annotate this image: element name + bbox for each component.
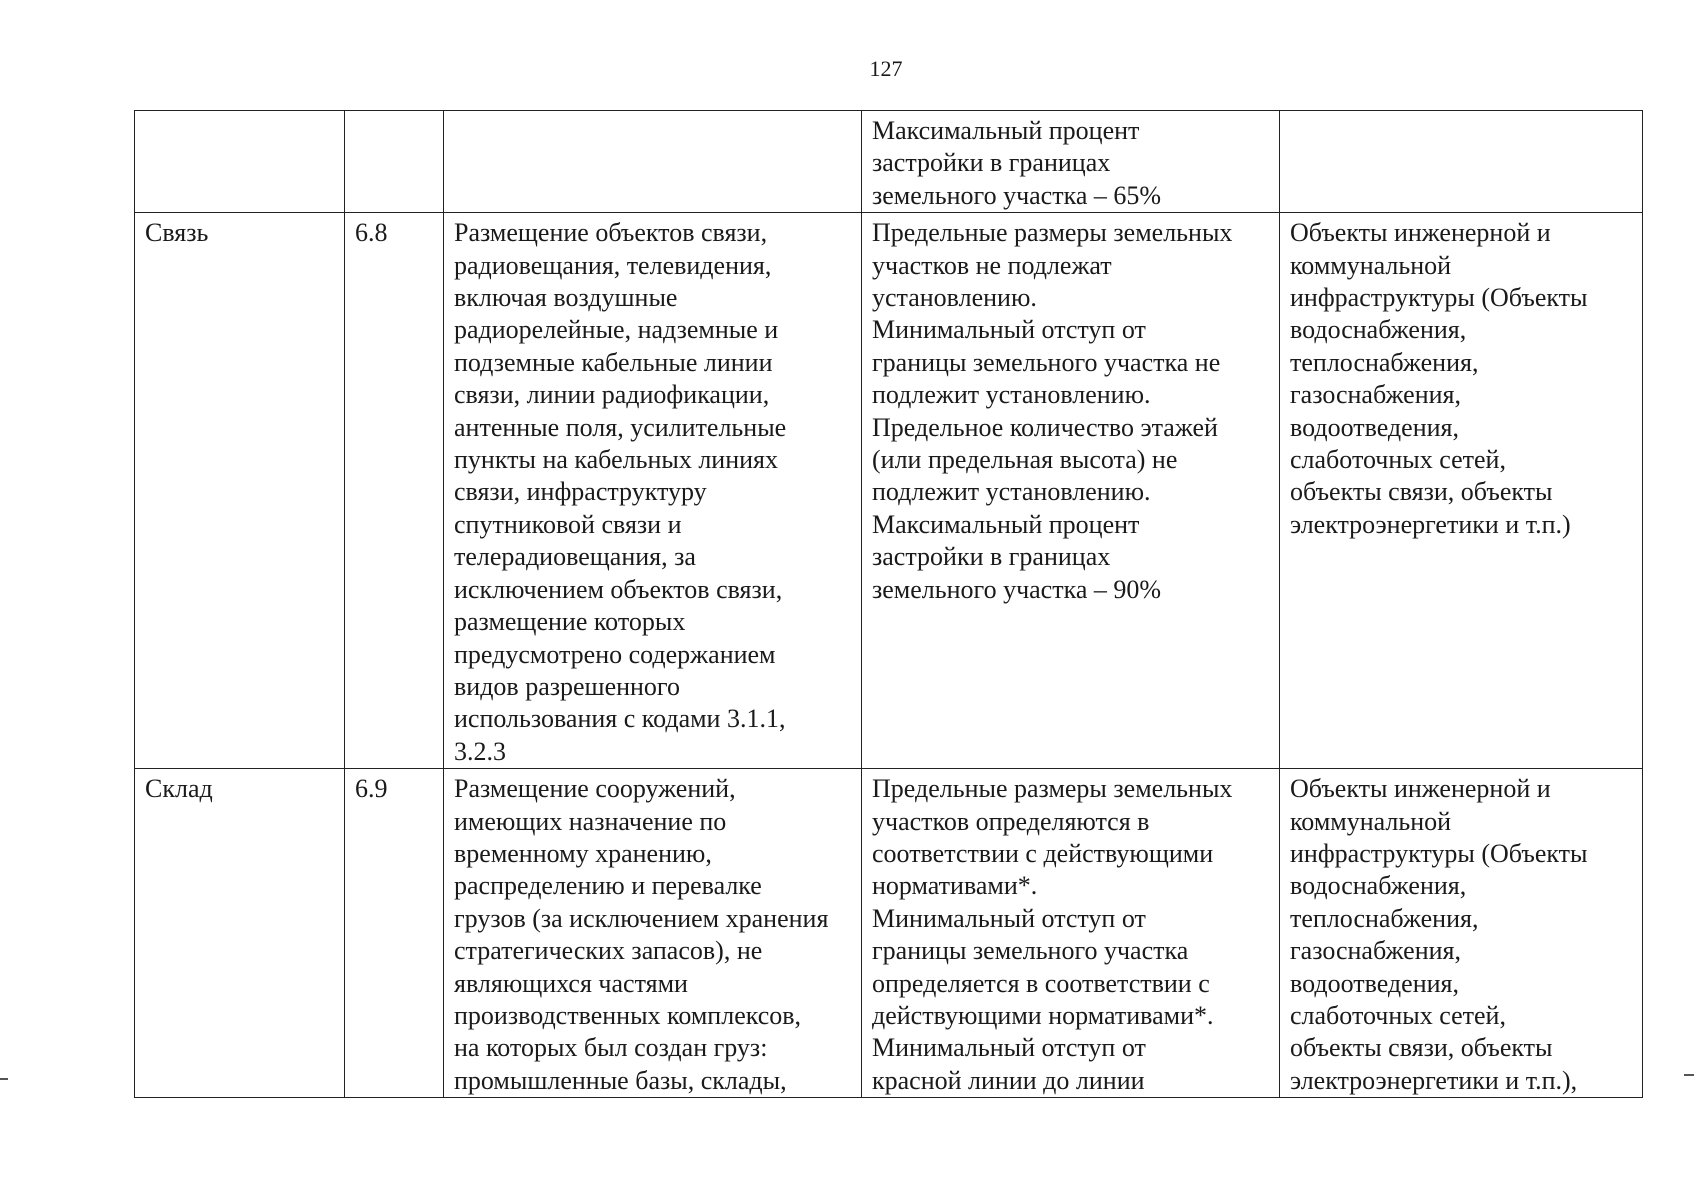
cell-name: Связь [135, 213, 345, 769]
cell-text-line: использования с кодами 3.1.1, [454, 704, 786, 734]
cell-description [444, 213, 862, 769]
cell-text-line: слаботочных сетей, [1290, 1000, 1506, 1030]
cell-text-line: Предельные размеры земельных [872, 218, 1233, 248]
cell-text-line: грузов (за исключением хранения [454, 903, 829, 933]
cell-text-line: Предельные размеры земельных [872, 774, 1233, 804]
cell-text-line: (или предельная высота) не [872, 445, 1178, 475]
cell-auxiliary [1280, 213, 1643, 769]
cell-text-line: Минимальный отступ от [872, 1033, 1146, 1063]
cell-parameters [862, 111, 1280, 213]
cell-text-line: производственных комплексов, [454, 1000, 802, 1030]
cell-text-line: Минимальный отступ от [872, 903, 1146, 933]
cell-text-line: предусмотрено содержанием [454, 639, 776, 669]
cell-text-line: Объекты инженерной и [1290, 218, 1551, 248]
cell-text-line: газоснабжения, [1290, 380, 1461, 410]
cell-text-line: действующими нормативами*. [872, 1000, 1214, 1030]
cell-text-line: Максимальный процент [872, 116, 1140, 145]
cell-text-line: коммунальной [1290, 250, 1452, 280]
cell-text-line: телерадиовещания, за [454, 542, 696, 572]
cell-text-line: нормативами*. [872, 871, 1038, 901]
cell-text-line: электроэнергетики и т.п.) [1290, 509, 1571, 539]
cell-text-line: границы земельного участка [872, 936, 1189, 966]
land-use-table [134, 110, 1643, 1098]
cell-name [135, 111, 345, 213]
cell-text-line: 3.2.3 [454, 736, 506, 766]
cell-text-line: радиовещания, телевидения, [454, 250, 772, 280]
cell-text-line: инфраструктуры (Объекты [1290, 838, 1588, 868]
table-row [135, 213, 1643, 769]
cell-text-line: исключением объектов связи, [454, 574, 783, 604]
cell-code [345, 111, 444, 213]
cell-text-line: установлению. [872, 283, 1037, 313]
cell-text-line: застройки в границах [872, 542, 1111, 572]
cell-text-line: коммунальной [1290, 806, 1452, 836]
cell-text-line: газоснабжения, [1290, 936, 1461, 966]
cell-text-line: связи, линии радиофикации, [454, 380, 770, 410]
cell-text-line: объекты связи, объекты [1290, 1033, 1553, 1063]
cell-text-line: водоотведения, [1290, 968, 1459, 998]
cell-text-line: подземные кабельные линии [454, 347, 773, 377]
cell-text-line: определяется в соответствии с [872, 968, 1210, 998]
table-row [135, 111, 1643, 213]
cell-description [444, 769, 862, 1098]
cell-text-line: на которых был создан груз: [454, 1033, 768, 1063]
table-row [135, 769, 1643, 1098]
cell-text-line: границы земельного участка не [872, 347, 1221, 377]
cell-text-line: объекты связи, объекты [1290, 477, 1553, 507]
cell-description [444, 111, 862, 213]
cell-text-line: земельного участка – 65% [872, 180, 1162, 210]
cell-text-line: временному хранению, [454, 838, 712, 868]
cell-text-line: теплоснабжения, [1290, 903, 1479, 933]
cell-text-line: Объекты инженерной и [1290, 774, 1551, 804]
cell-text-line: подлежит установлению. [872, 380, 1151, 410]
cell-text-line: распределению и перевалке [454, 871, 762, 901]
cell-auxiliary [1280, 769, 1643, 1098]
cell-text-line: пункты на кабельных линиях [454, 445, 778, 475]
cell-text-line: Размещение объектов связи, [454, 218, 768, 248]
cell-text-line: водоснабжения, [1290, 315, 1467, 345]
cell-code: 6.9 [345, 769, 444, 1098]
cell-auxiliary [1280, 111, 1643, 213]
cell-text-line: теплоснабжения, [1290, 347, 1479, 377]
cell-text-line: являющихся частями [454, 968, 688, 998]
cell-text-line: размещение которых [454, 607, 686, 637]
cell-text-line: видов разрешенного [454, 671, 680, 701]
cell-text-line: водоотведения, [1290, 412, 1459, 442]
cell-text-line: инфраструктуры (Объекты [1290, 283, 1588, 313]
cell-parameters [862, 769, 1280, 1098]
cell-text-line: связи, инфраструктуру [454, 477, 707, 507]
page-number: 127 [869, 56, 903, 81]
cell-text-line: спутниковой связи и [454, 509, 682, 539]
cell-text-line: водоснабжения, [1290, 871, 1467, 901]
scan-edge-mark [0, 1078, 8, 1080]
cell-text-line: радиорелейные, надземные и [454, 315, 779, 345]
cell-text-line: имеющих назначение по [454, 806, 727, 836]
cell-text-line: промышленные базы, склады, [454, 1065, 787, 1095]
cell-text-line: слаботочных сетей, [1290, 445, 1506, 475]
cell-text-line: Предельное количество этажей [872, 412, 1218, 442]
cell-text-line: подлежит установлению. [872, 477, 1151, 507]
cell-name: Склад [135, 769, 345, 1098]
cell-text-line: стратегических запасов), не [454, 936, 763, 966]
scan-edge-mark [1684, 1074, 1694, 1076]
cell-text-line: Минимальный отступ от [872, 315, 1146, 345]
cell-text-line: электроэнергетики и т.п.), [1290, 1065, 1578, 1095]
cell-parameters [862, 213, 1280, 769]
cell-text-line: участков определяются в [872, 806, 1150, 836]
cell-text-line: соответствии с действующими [872, 838, 1214, 868]
cell-text-line: застройки в границах [872, 148, 1111, 178]
cell-text-line: Размещение сооружений, [454, 774, 736, 804]
cell-text-line: Максимальный процент [872, 509, 1140, 539]
cell-text-line: антенные поля, усилительные [454, 412, 787, 442]
cell-text-line: участков не подлежат [872, 250, 1112, 280]
cell-text-line: земельного участка – 90% [872, 574, 1162, 604]
cell-text-line: включая воздушные [454, 283, 678, 313]
cell-code: 6.8 [345, 213, 444, 769]
cell-text-line: красной линии до линии [872, 1065, 1145, 1095]
